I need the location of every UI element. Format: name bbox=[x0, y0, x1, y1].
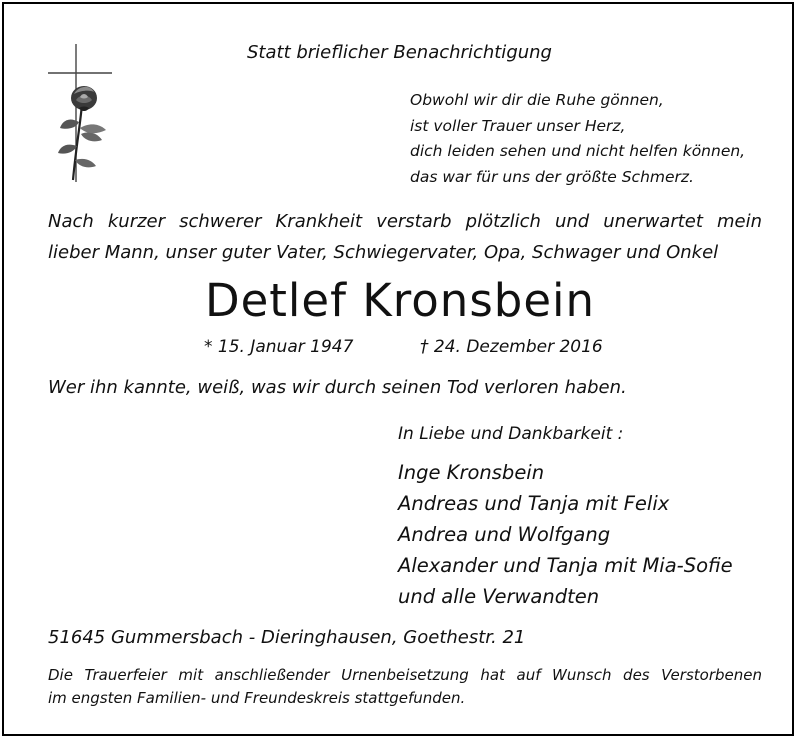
deceased-name: Detlef Kronsbein bbox=[204, 274, 596, 327]
poem bbox=[410, 88, 745, 190]
mourner-name: Andreas und Tanja mit Felix bbox=[398, 492, 670, 515]
mourners-list bbox=[398, 457, 733, 612]
mourner-name: und alle Verwandten bbox=[398, 585, 600, 608]
poem-line: ist voller Trauer unser Herz, bbox=[410, 116, 626, 135]
intro-line: Nach kurzer schwerer Krankheit verstarb plötzlich und unerwartet mein bbox=[48, 211, 762, 232]
closing-line: im engsten Familien- und Freundeskreis stattgefunden. bbox=[48, 689, 466, 707]
closing-text bbox=[48, 664, 762, 710]
closing-line: Die Trauerfeier mit anschließender Urnenbeisetzung hat auf Wunsch des Verstorbenen bbox=[48, 666, 762, 684]
poem-line: dich leiden sehen und nicht helfen können, bbox=[410, 142, 746, 160]
mourners-intro: In Liebe und Dankbarkeit : bbox=[398, 424, 624, 444]
intro-text bbox=[48, 206, 762, 268]
birth-date: * 15. Januar 1947 bbox=[204, 337, 354, 357]
intro-line: lieber Mann, unser guter Vater, Schwiegervater, Opa, Schwager und Onkel bbox=[48, 242, 719, 263]
mourner-name: Inge Kronsbein bbox=[398, 461, 545, 484]
mourner-name: Alexander und Tanja mit Mia-Sofie bbox=[398, 554, 733, 577]
cross-rose-icon bbox=[46, 42, 116, 184]
poem-line: Obwohl wir dir die Ruhe gönnen, bbox=[410, 91, 664, 109]
mourner-name: Andrea und Wolfgang bbox=[398, 523, 611, 546]
obituary-notice bbox=[2, 2, 794, 736]
address: 51645 Gummersbach - Dieringhausen, Goethestr. 21 bbox=[48, 627, 526, 648]
memorial-quote: Wer ihn kannte, weiß, was wir durch seinen Tod verloren haben. bbox=[48, 377, 627, 398]
poem-line: das war für uns der größte Schmerz. bbox=[410, 167, 694, 186]
death-date: † 24. Dezember 2016 bbox=[420, 337, 603, 357]
header-title: Statt brieflicher Benachrichtigung bbox=[247, 42, 552, 63]
